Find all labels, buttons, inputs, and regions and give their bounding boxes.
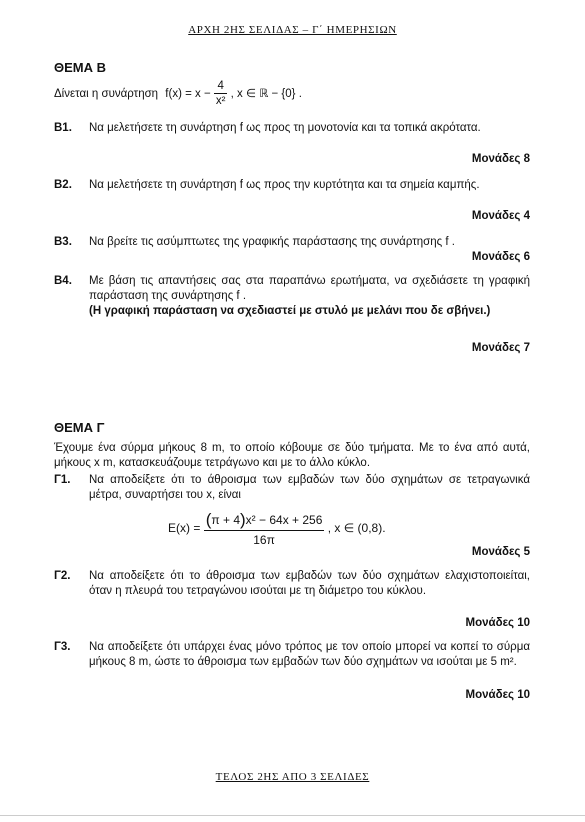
area-equation (168, 509, 386, 549)
question-label: Β4. (54, 275, 72, 287)
question-text: Να αποδείξετε ότι το άθροισμα των εμβαδών των δύο σχημάτων σε τετραγωνικά μέτρα, συναρτήσει του x, είναι (89, 474, 530, 501)
question-text: Να βρείτε τις ασύμπτωτες της γραφικής παράστασης της συνάρτησης f . (89, 236, 455, 248)
question-text: Να μελετήσετε τη συνάρτηση f ως προς την κυρτότητα και τα σημεία καμπής. (89, 179, 480, 191)
equation-fraction (204, 509, 325, 549)
marks-b2: Μονάδες 4 (471, 210, 530, 222)
marks-b3: Μονάδες 6 (471, 251, 530, 263)
marks-g3: Μονάδες 10 (465, 689, 530, 701)
question-g1 (54, 473, 530, 503)
question-note: (Η γραφική παράσταση να σχεδιαστεί με στυλό με μελάνι που δε σβήνει.) (89, 305, 491, 317)
question-g2 (54, 569, 530, 599)
page-footer: ΤΕΛΟΣ 2ΗΣ ΑΠΟ 3 ΣΕΛΙΔΕΣ (215, 771, 370, 783)
question-text: Να αποδείξετε ότι το άθροισμα των εμβαδών των δύο σχημάτων ελαχιστοποιείται, όταν η πλευρά του τετραγώνου ισούται με τη διάμετρο του κύκλου. (89, 570, 530, 597)
theme-g-intro: Έχουμε ένα σύρμα μήκους 8 m, το οποίο κόβουμε σε δύο τμήματα. Με το ένα από αυτά, μήκους x m, κατασκευάζουμε τετράγωνο και με το άλλο κύκλο. (54, 442, 530, 469)
equation-numerator: (π + 4)x² − 64x + 256 (205, 510, 323, 529)
marks-g2: Μονάδες 10 (465, 617, 530, 629)
question-text: Με βάση τις απαντήσεις σας στα παραπάνω ερωτήματα, να σχεδιάσετε τη γραφική παράσταση της συνάρτησης f . (89, 275, 530, 302)
question-label: Β2. (54, 179, 72, 191)
equation-lhs: E(x) = (168, 521, 201, 536)
marks-b4: Μονάδες 7 (471, 342, 530, 354)
question-b1 (54, 121, 530, 136)
theme-g-title: ΘΕΜΑ Γ (54, 420, 105, 435)
page-header: ΑΡΧΗ 2ΗΣ ΣΕΛΙΔΑΣ – Γ΄ ΗΜΕΡΗΣΙΩΝ (188, 24, 397, 36)
question-label: Γ1. (54, 474, 71, 486)
theme-b-intro (54, 80, 530, 108)
question-b3 (54, 235, 530, 250)
function-lhs: f(x) = x − (165, 88, 211, 101)
question-label: Γ2. (54, 570, 71, 582)
question-b2 (54, 178, 530, 193)
function-domain: , x ∈ ℝ − {0} . (230, 88, 302, 101)
theme-b-title: ΘΕΜΑ Β (54, 60, 106, 75)
question-label: Β3. (54, 236, 72, 248)
question-text: Να μελετήσετε τη συνάρτηση f ως προς τη μονοτονία και τα τοπικά ακρότατα. (89, 122, 481, 134)
function-fraction (214, 80, 228, 108)
question-label: Β1. (54, 122, 72, 134)
fraction-numerator: 4 (214, 80, 228, 94)
marks-b1: Μονάδες 8 (471, 153, 530, 165)
equation-domain: , x ∈ (0,8). (327, 521, 386, 536)
question-label: Γ3. (54, 641, 71, 653)
theme-b-intro-text: Δίνεται η συνάρτηση (54, 88, 159, 101)
fraction-denominator: x² (215, 95, 226, 107)
question-g3 (54, 640, 530, 670)
equation-denominator: 16π (253, 533, 275, 547)
question-b4 (54, 274, 530, 319)
question-text: Να αποδείξετε ότι υπάρχει ένας μόνο τρόπος με τον οποίο μπορεί να κοπεί το σύρμα μήκους 8 m, ώστε το άθροισμα των εμβαδών των δύο σχημάτων να ισούται με 5 m². (89, 641, 530, 668)
page-bottom-rule (0, 815, 585, 816)
marks-g1: Μονάδες 5 (471, 546, 530, 558)
